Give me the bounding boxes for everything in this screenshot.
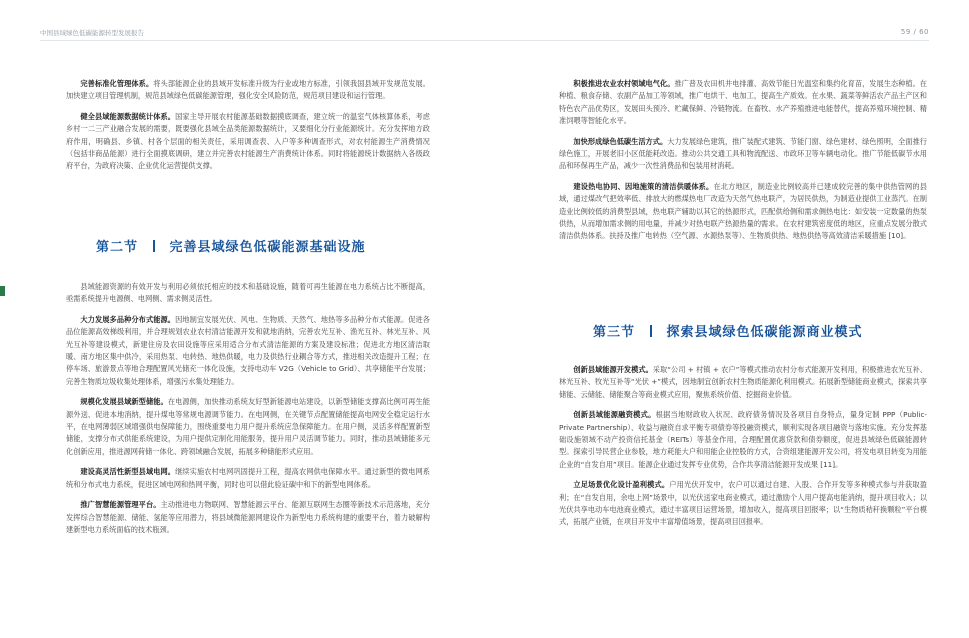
paragraph bbox=[66, 314, 430, 388]
paragraph-text: 推广普及农田机井电排灌、高效节能日光温室和集约化育苗，发展生态种植。在种植、粮食存储、农副产品加工等领域，推广电烘干、电加工，提高生产质效。在水果、蔬菜等鲜活农产品主产区和特色农产品优势区，发展田头预冷、贮藏保鲜、冷链物流。在畜牧、水产养殖推进电能替代，提高养殖环境控制、精准饲喂等智能化水平。 bbox=[559, 79, 927, 126]
paragraph bbox=[66, 466, 430, 491]
paragraph bbox=[66, 281, 430, 306]
right-column-bottom bbox=[559, 364, 927, 537]
paragraph-text: 因地制宜发展光伏、风电、生物质、天然气、地热等多品种分布式能源。促进各品位能源高效梯级利用，并合理规划农业农村清洁能源开发和就地消纳，完善农光互补、渔光互补、林光互补、风光互补等建设模式，新建住房及农田设施等应采用适合分布式清洁能源的方案及建设标准；促进北方地区清洁取暖、南方地区集中供冷，采用热泵、电转热、地热供暖，电力及供热行业耦合等方式，推进相关改造提升工程；在停车场、旅游景点等地合理配置风光储充一体化设施，支持电动车 V2G（Vehicle to Grid）、共享储能平台发展；完善生物质垃圾收集处理体系，增强污水集处理能力。 bbox=[66, 314, 430, 386]
paragraph-text: 在北方地区，制造业比例较高并已建成较完善的集中供热管网的县域，通过煤改气把效率低、排放大的燃煤热电厂改造为天然气热电联产，为居民供热，为制造业提供工业蒸汽。在制造业比例较低的消费型县域，热电联产辅助以其它的热源形式，匹配供给侧和需求侧热电比：如安装一定数量的热泵供热，从而增加需求侧的用电量，并减少对热电联产热源热量的需求。在农村建筑密度低的地区，应重点发展分散式清洁供热体系。扶持及推广电转热（空气源、水源热泵等）、生物质供热、地热供热等高效清洁采暖措施 [10]。 bbox=[559, 181, 927, 241]
paragraph-text: 县域能源资源的有效开发与利用必须依托相应的技术和基础设施，随着可再生能源在电力系统占比不断提高，亟需系统提升电源侧、电网侧、需求侧灵活性。 bbox=[66, 282, 430, 304]
paragraph-text: 根据当地财政收入状况、政府债务情况及各项目自身特点，量身定制 PPP（Public-Private Partnership）、收益与融资自求平衡专项债券等投融资模式，顺利实现各项目融资与落地实施。充分发挥基础设施领域不动产投资信托基金（REITs）等基金作用，合理配置优惠贷款和债券额度，促进县域绿色低碳能源转型。探索引导民营企业参股，地方耗能大户和用能企业控股的方式，合资组建能源开发公司，将发电项目转变为用能企业的“自发自用”项目。能源企业通过发挥专业优势，合作共享清洁能源开发成果 [11]。 bbox=[559, 410, 927, 469]
paragraph-text: 采取“公司 + 村镇 + 农户”等模式推动农村分布式能源开发利用，积极推进农光互补、林光互补、牧光互补等“光伏 +”模式，因地制宜创新农村生物质能源化利用模式。拓展新型储能商业模式，探索共享储能、云储能、储能聚合等商业模式应用，聚焦系统价值、挖掘商业价值。 bbox=[559, 365, 927, 399]
paragraph-lead: 推广智慧能源管理平台。 bbox=[80, 500, 161, 510]
left-column-top bbox=[66, 78, 430, 181]
section-number: 第二节 bbox=[96, 240, 139, 255]
section-heading-3 bbox=[593, 321, 863, 340]
paragraph-text: 国家主导开展农村能源基础数据摸底调查，建立统一的温室气体核算体系，考虑乡村一二三产业融合发展的需要，既要强化县域全品类能源数据统计，又要细化分行业能源统计。充分发挥地方政府作用，明确县、乡镇、村各个层面的相关责任，采用调查表、入户等多种调查形式，对农村能源生产消费情况（包括非商品能源）进行全面摸底调研，建立并完善农村能源生产消费统计体系。同时将能源统计数据纳入各级政府平台，为政府决策、企业优化运营提供支撑。 bbox=[66, 111, 430, 171]
paragraph-lead: 加快形成绿色低碳生活方式。 bbox=[573, 136, 668, 146]
page-header bbox=[0, 0, 969, 36]
paragraph bbox=[66, 111, 430, 173]
paragraph-text: 主动推进电力物联网、智慧能源云平台、能源互联网生态圈等新技术示范落地，充分发挥综合智慧能源、储能、氢能等应用潜力，将县域微能源网建设作为新型电力系统构建的重要平台，着力破解构建新型电力系统面临的技术瓶颈。 bbox=[66, 500, 430, 534]
paragraph-text: 户用光伏开发中，农户可以通过自建、入股、合作开发等多种模式参与并获取盈利；在“自发自用，余电上网”场景中，以光伏送家电商业模式，通过激励个人用户提高电能消纳，提升项目收入；以光伏共享电动车电池商业模式，通过丰富项目运营场景，增加收入，提高项目回报率；以“生物质秸秆换颗粒”平台模式，拓展产业链，在项目开发中丰富增值场景，提高项目回报率。 bbox=[559, 480, 927, 527]
paragraph bbox=[66, 499, 430, 536]
left-column-bottom bbox=[66, 281, 430, 544]
report-title: 中国县域绿色低碳能源转型发展报告 bbox=[40, 29, 144, 37]
paragraph-lead: 立足场景优化设计盈利模式。 bbox=[573, 480, 670, 490]
paragraph-lead: 健全县域能源数据统计体系。 bbox=[80, 111, 176, 121]
paragraph-lead: 完善标准化管理体系。 bbox=[80, 79, 154, 88]
paragraph bbox=[66, 78, 430, 103]
section-title: 探索县域绿色低碳能源商业模式 bbox=[666, 325, 863, 340]
right-column-top bbox=[559, 78, 927, 251]
paragraph-text: 大力发展绿色建筑，推广装配式建筑、节能门窗、绿色建材、绿色照明，全面推行绿色施工，开展老旧小区低能耗改造。推动公共交通工具和物流配送、市政环卫等车辆电动化。推广节能低碳节水用品和环保再生产品，减少一次性消费品和包装用材消耗。 bbox=[559, 136, 927, 171]
page-edge-marker bbox=[0, 286, 5, 296]
paragraph-text: 继续实施农村电网巩固提升工程，提高农网供电保障水平。通过新型的微电网系统和分布式电力系统，促进区域电网和热网平衡，同时也可以借此验证碳中和下的新型电网体系。 bbox=[66, 467, 430, 489]
section-divider bbox=[153, 240, 155, 252]
paragraph bbox=[66, 396, 430, 458]
paragraph-text: 在电源侧，加快推动系统友好型新能源电站建设，以新型储能支撑高比例可再生能源外送、促进本地消纳，提升煤电等常规电源调节能力。在电网侧，在关键节点配置储能提高电网安全稳定运行水平，在电网薄弱区域增强供电保障能力，围绕重要电力用户提升系统应急保障能力。在用户侧，灵活多样配置新型储能，支撑分布式供能系统建设，为用户提供定制化用能服务，提升用户灵活调节能力。同时，推动县域储能多元化创新应用，推进源网荷储一体化、跨领域融合发展，拓展多种储能形式应用。 bbox=[66, 397, 430, 456]
paragraph-lead: 大力发展多品种分布式能源。 bbox=[80, 314, 176, 324]
paragraph bbox=[559, 409, 927, 471]
paragraph-lead: 创新县域能源融资模式。 bbox=[573, 410, 656, 420]
paragraph bbox=[559, 479, 927, 529]
paragraph-lead: 积极推进农业农村领域电气化。 bbox=[573, 79, 675, 88]
paragraph-lead: 规模化发展县域新型储能。 bbox=[80, 397, 168, 407]
header-divider bbox=[40, 40, 929, 41]
paragraph bbox=[559, 78, 927, 128]
section-number: 第三节 bbox=[593, 325, 636, 340]
paragraph-lead: 建设高灵活性新型县域电网。 bbox=[80, 467, 176, 477]
paragraph bbox=[559, 136, 927, 173]
section-heading-2 bbox=[96, 236, 366, 255]
paragraph-text: 将头部能源企业的县域开发标准升级为行业或地方标准，引领我国县域开发规范发展。加快建立项目管理机制，规范县域绿色低碳能源管理，强化安全风险防范，规范项目建设和运行管理。 bbox=[66, 79, 430, 101]
paragraph-lead: 创新县域能源开发模式。 bbox=[573, 365, 653, 374]
paragraph bbox=[559, 181, 927, 243]
section-title: 完善县域绿色低碳能源基础设施 bbox=[169, 240, 366, 255]
section-divider bbox=[650, 325, 652, 337]
page-number: 59 / 60 bbox=[900, 28, 929, 36]
paragraph-lead: 建设热电协同、因地施策的清洁供暖体系。 bbox=[573, 181, 714, 191]
paragraph bbox=[559, 364, 927, 401]
